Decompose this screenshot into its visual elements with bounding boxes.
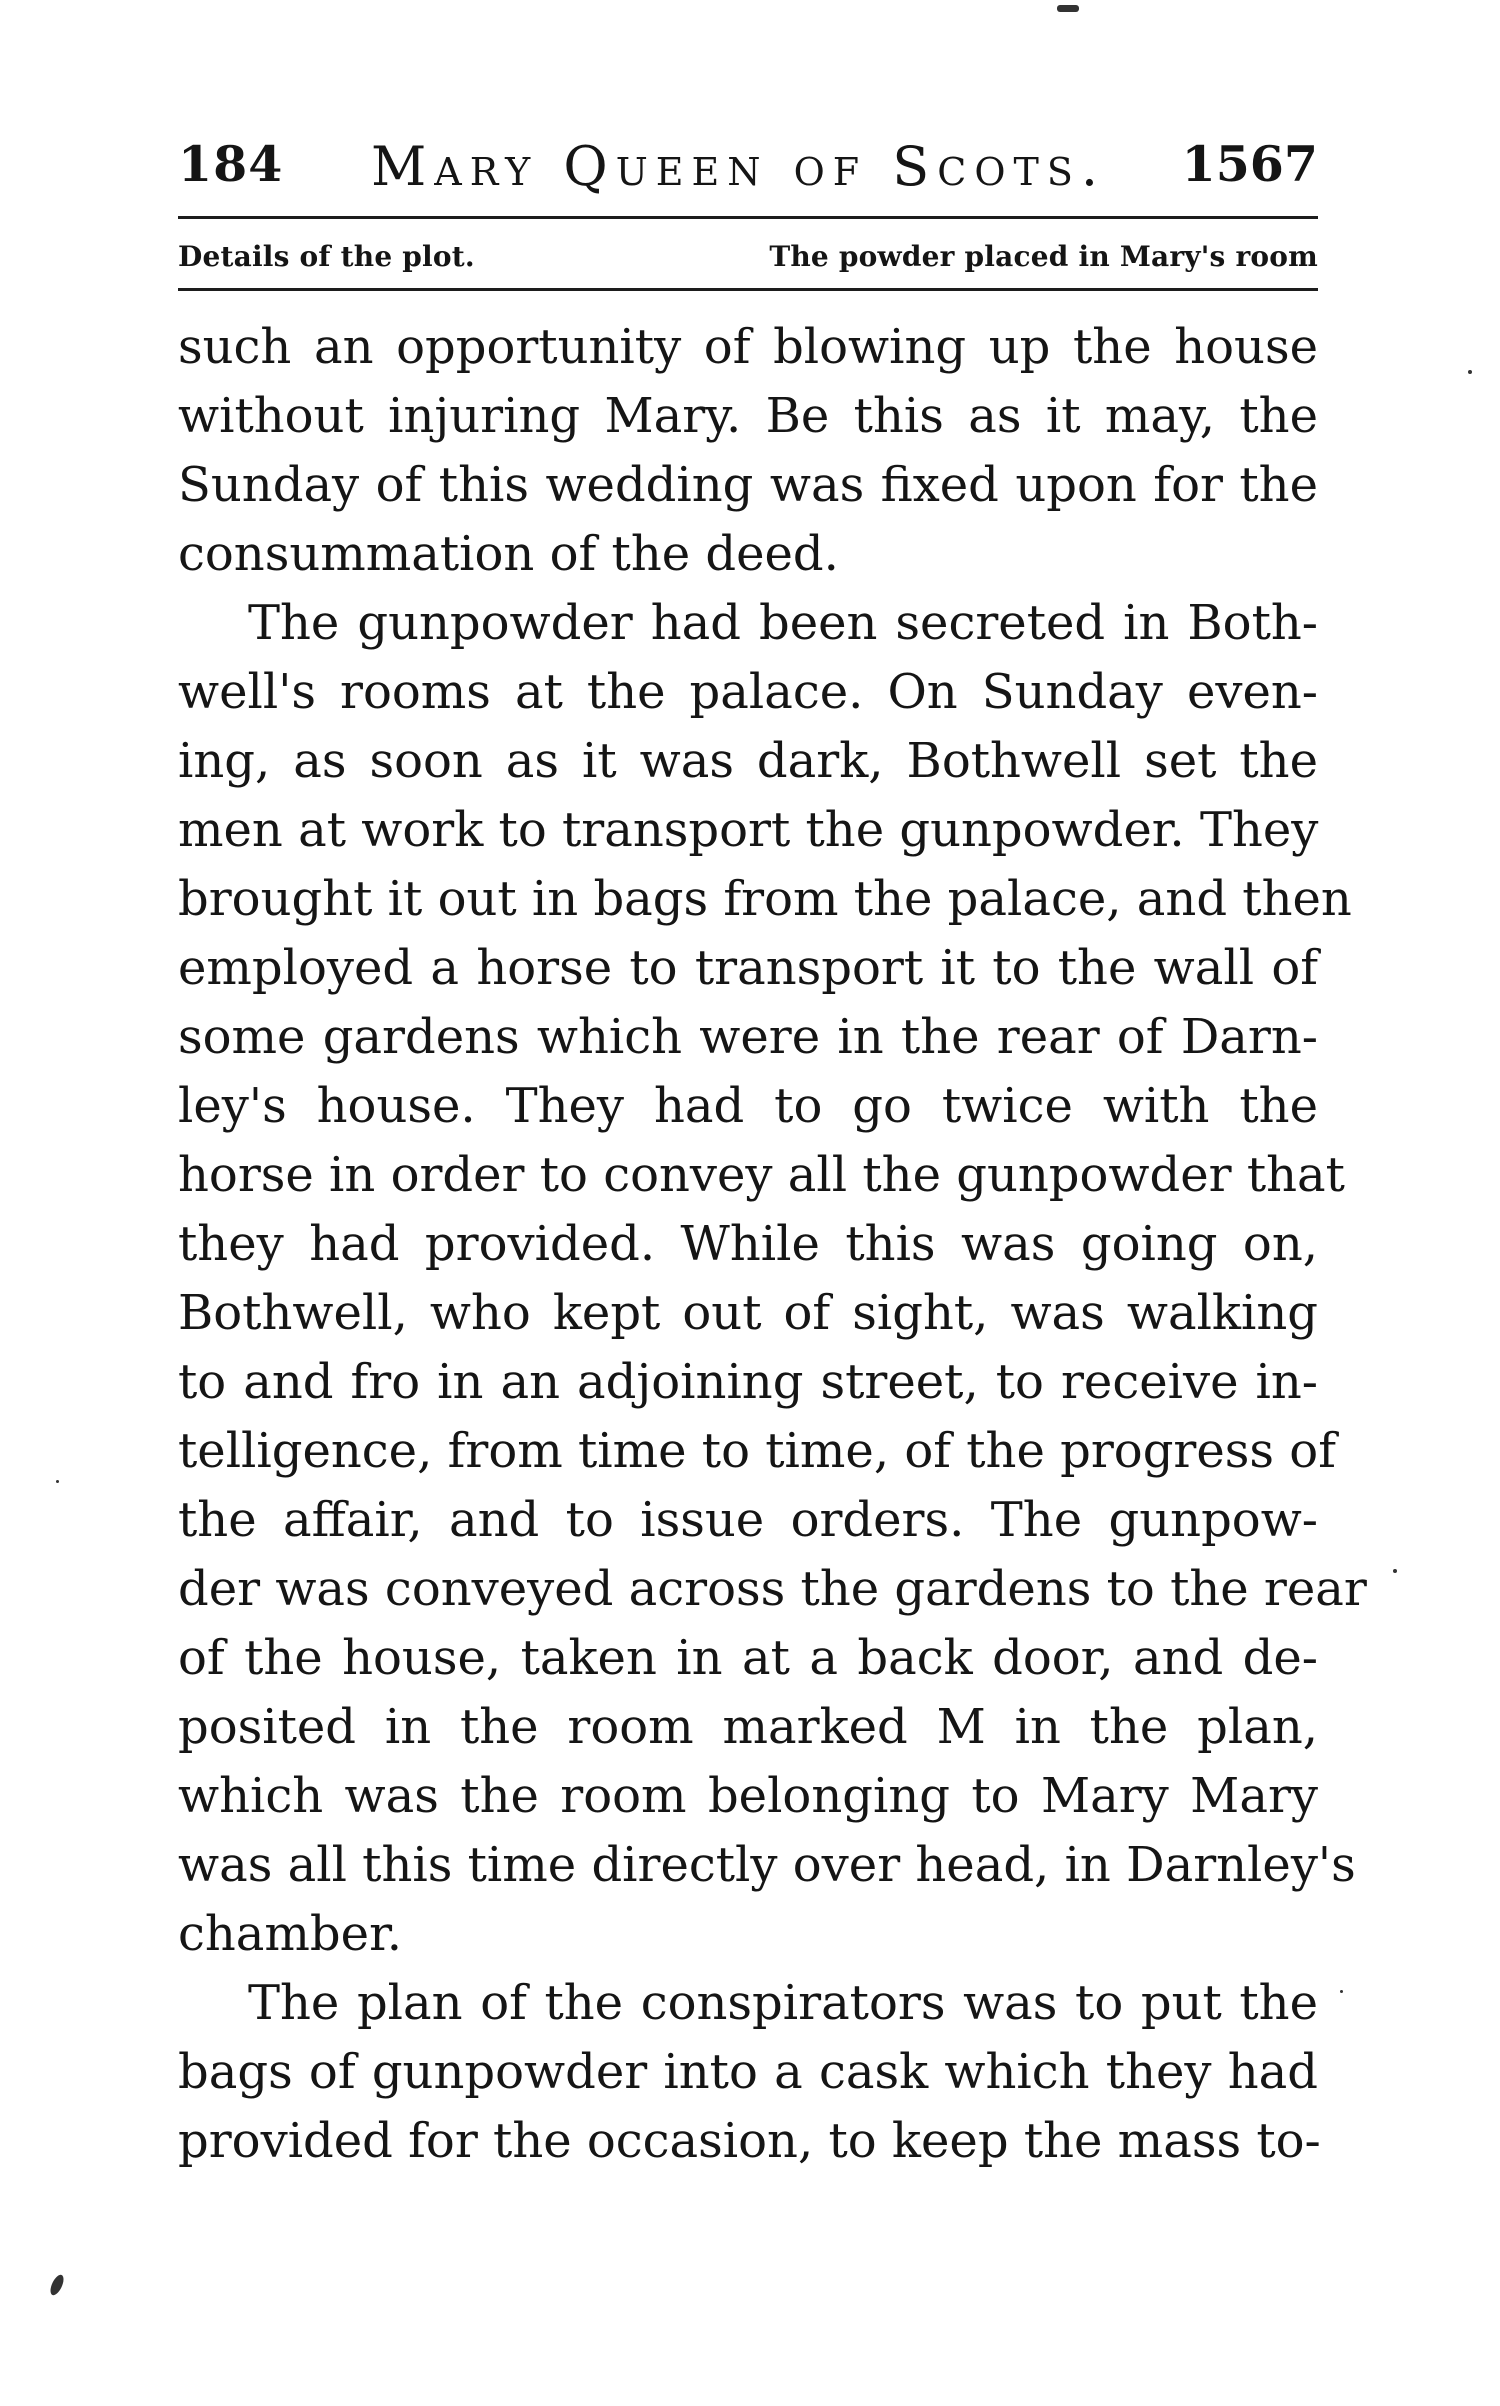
- text-line: consummation of the deed.: [178, 526, 839, 582]
- page-header: [178, 135, 1318, 201]
- text-line: ing, as soon as it was dark, Bothwell set the: [178, 733, 1318, 789]
- page-mark: [1057, 5, 1079, 12]
- page-number: 184: [178, 135, 284, 193]
- topic-heading-right: The powder placed in Mary's room: [769, 240, 1318, 273]
- paragraph-first-line: The plan of the conspirators was to put the: [248, 1975, 1318, 2031]
- text-line: telligence, from time to time, of the progress of: [178, 1423, 1336, 1479]
- text-line: which was the room belonging to Mary Mary: [178, 1768, 1318, 1824]
- text-line: employed a horse to transport it to the wall of: [178, 940, 1318, 996]
- running-title: Mary Queen of Scots.: [371, 135, 1107, 198]
- text-line: chamber.: [178, 1906, 402, 1962]
- text-line: some gardens which were in the rear of Darn-: [178, 1009, 1318, 1065]
- text-line: Bothwell, who kept out of sight, was walking: [178, 1285, 1318, 1341]
- text-line: such an opportunity of blowing up the house: [178, 319, 1318, 375]
- text-line: to and fro in an adjoining street, to receive in-: [178, 1354, 1318, 1410]
- text-line: ley's house. They had to go twice with the: [178, 1078, 1318, 1134]
- year: 1567: [1181, 135, 1318, 193]
- text-line: Sunday of this wedding was fixed upon for the: [178, 457, 1318, 513]
- ink-mark: [48, 2273, 66, 2297]
- speck-mark: [1393, 1569, 1397, 1573]
- page-body: [178, 313, 1367, 2176]
- topic-heading-left: Details of the plot.: [178, 240, 475, 273]
- text-line: brought it out in bags from the palace, and then: [178, 871, 1352, 927]
- text-line: was all this time directly over head, in Darnley's: [178, 1837, 1356, 1893]
- speck-mark: [1340, 1990, 1343, 1993]
- text-line: men at work to transport the gunpowder. They: [178, 802, 1319, 858]
- text-line: provided for the occasion, to keep the mass to-: [178, 2113, 1321, 2169]
- speck-mark: [56, 1480, 59, 1483]
- text-line: bags of gunpowder into a cask which they had: [178, 2044, 1318, 2100]
- paragraph-first-line: The gunpowder had been secreted in Both-: [248, 595, 1318, 651]
- text-line: the affair, and to issue orders. The gunpow-: [178, 1492, 1318, 1548]
- text-line: posited in the room marked M in the plan,: [178, 1699, 1318, 1755]
- text-line: horse in order to convey all the gunpowder that: [178, 1147, 1345, 1203]
- text-line: they had provided. While this was going on,: [178, 1216, 1318, 1272]
- topic-rule: [178, 288, 1318, 291]
- text-line: der was conveyed across the gardens to the rear: [178, 1561, 1367, 1617]
- header-rule: [178, 216, 1318, 219]
- text-line: well's rooms at the palace. On Sunday even-: [178, 664, 1318, 720]
- text-line: of the house, taken in at a back door, and de-: [178, 1630, 1318, 1686]
- text-line: without injuring Mary. Be this as it may, the: [178, 388, 1318, 444]
- speck-mark: [1468, 370, 1472, 374]
